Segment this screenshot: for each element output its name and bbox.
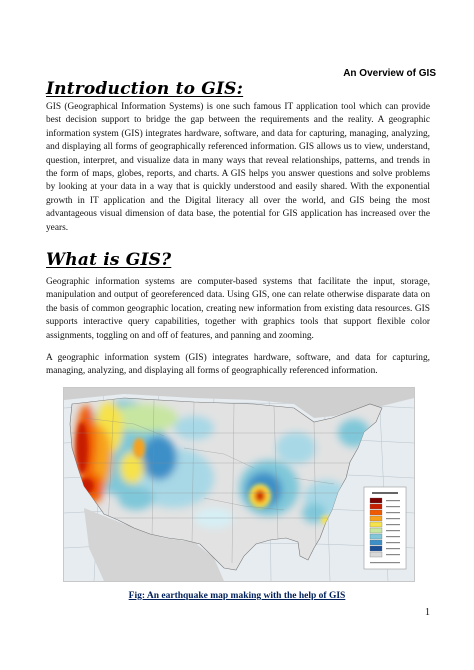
- what-is-gis-paragraph-1: Geographic information systems are computer-based systems that facilitate the input, storage, manipulation and output of georeferenced data. Using GIS, one can relate otherwise disparate data on the basis of common geographic location, creating new information from existing data resources. GIS supports interactive query capabilities, together with graphics tools that support flexible color assignments, toggling on and off of features, and panning and zooming.: [46, 277, 430, 341]
- legend-swatch: [370, 552, 382, 557]
- what-is-gis-paragraph-2: A geographic information system (GIS) integrates hardware, software, and data for capturing, managing, analyzing, and displaying all forms of geographically referenced information.: [46, 353, 430, 377]
- document-header-title: An Overview of GIS: [343, 68, 436, 79]
- legend-swatch: [370, 510, 382, 515]
- introduction-paragraph: GIS (Geographical Information Systems) is one such famous IT application tool which can provide best decision support to bridge the gap between the requirements and the reality. A geographic information system (GIS) integrates hardware, software, and data for capturing, managing, analyzing, and displaying all forms of geographically referenced information. GIS allows us to view, understand, question, interpret, and visualize data in many ways that reveal relationships, patterns, and trends in the form of maps, globes, reports, and charts. A GIS helps you answer questions and solve problems by looking at your data in a way that is quickly understood and easily shared. With the exponential growth in IT application and the Digital literacy all over the world, and GIS being the most advantageous visual dimension of data base, the potential for GIS application has increased over the years.: [46, 102, 430, 233]
- map-legend: [364, 487, 406, 569]
- legend-swatch: [370, 498, 382, 503]
- legend-swatch: [370, 546, 382, 551]
- legend-swatch: [370, 504, 382, 509]
- legend-swatch: [370, 516, 382, 521]
- legend-swatch: [370, 540, 382, 545]
- legend-swatch: [370, 528, 382, 533]
- page-number: 1: [425, 607, 430, 618]
- figure-caption: Fig: An earthquake map making with the help of GIS: [128, 591, 346, 601]
- legend-swatch: [370, 534, 382, 539]
- earthquake-map-graphic: [64, 388, 414, 581]
- earthquake-hazard-map: [63, 387, 415, 582]
- heading-introduction-to-gis: Introduction to GIS:: [46, 79, 244, 99]
- heading-what-is-gis: What is GIS?: [46, 250, 172, 270]
- legend-swatch: [370, 522, 382, 527]
